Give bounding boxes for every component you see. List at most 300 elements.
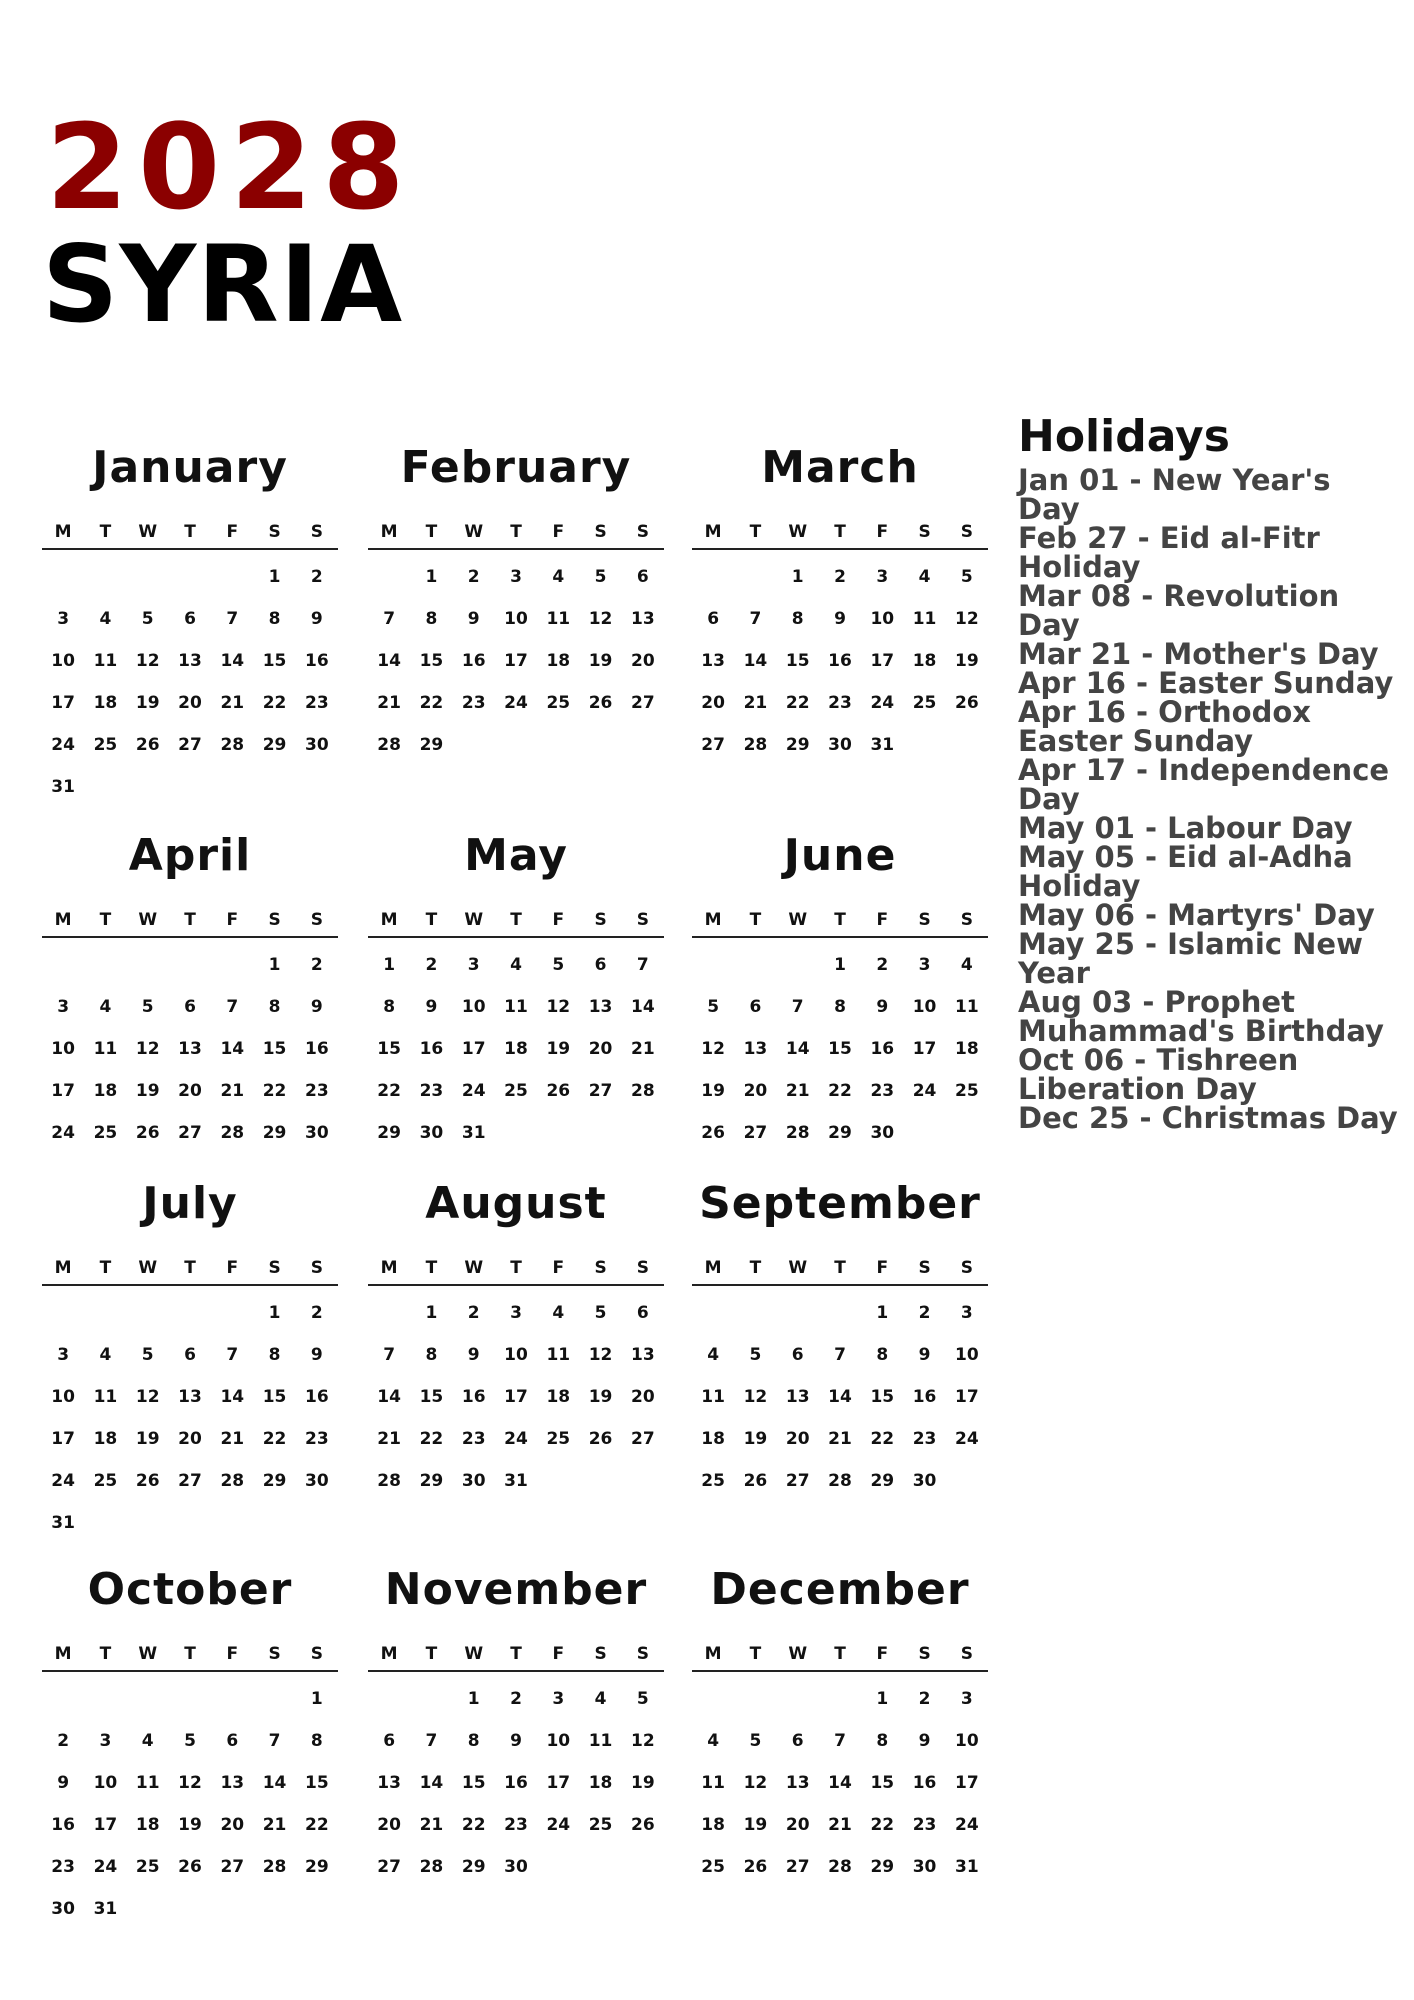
- day-cell: 30: [305, 735, 329, 755]
- day-cell: 30: [305, 1123, 329, 1143]
- day-cell: 13: [178, 1387, 202, 1407]
- day-cell: 3: [57, 997, 70, 1017]
- weekday-label: S: [960, 522, 973, 542]
- day-cell-empty: [169, 944, 211, 986]
- day-cell: 25: [504, 1081, 528, 1101]
- weekday-label: S: [310, 522, 323, 542]
- day-cell: 5: [707, 997, 720, 1017]
- day-cell: 3: [510, 567, 522, 587]
- weekday-header: [692, 1252, 988, 1286]
- day-cell: 27: [377, 1857, 401, 1877]
- day-cell: 13: [377, 1773, 401, 1793]
- weekday-label: T: [834, 910, 846, 930]
- day-cell: 31: [504, 1471, 528, 1491]
- day-cell: 26: [743, 1471, 768, 1491]
- month-name: January: [92, 442, 288, 493]
- day-cell: 16: [828, 651, 852, 671]
- day-cell: 27: [178, 1471, 202, 1491]
- day-cell-empty: [84, 1292, 126, 1334]
- day-cell: 19: [178, 1815, 202, 1835]
- month-calendar-july: [42, 1176, 338, 1556]
- day-cell: 11: [135, 1773, 160, 1793]
- month-calendar-march: [692, 440, 988, 820]
- day-cell: 8: [791, 609, 804, 629]
- day-cell: 5: [141, 1345, 154, 1365]
- day-cell: 18: [135, 1815, 160, 1835]
- day-cell: 24: [546, 1815, 571, 1835]
- weekday-label: T: [510, 522, 522, 542]
- weekday-label: T: [510, 910, 522, 930]
- day-cell: 23: [461, 693, 486, 713]
- weekday-header: [42, 516, 338, 550]
- month-name: June: [783, 830, 897, 881]
- day-cell: 31: [870, 735, 895, 755]
- day-cell: 18: [504, 1039, 528, 1059]
- day-cell: 3: [552, 1689, 565, 1709]
- day-cell: 31: [93, 1899, 118, 1919]
- day-cell: 11: [912, 609, 937, 629]
- day-cell: 27: [178, 1123, 202, 1143]
- day-cell: 17: [870, 651, 895, 671]
- day-cell: 2: [310, 1303, 323, 1323]
- day-cell: 14: [828, 1773, 852, 1793]
- day-cell: 8: [467, 1731, 480, 1751]
- day-cell: 22: [419, 693, 444, 713]
- day-cell: 10: [955, 1731, 979, 1751]
- weekday-label: T: [99, 1258, 112, 1278]
- weekday-label: S: [594, 1258, 607, 1278]
- day-grid: [368, 944, 664, 1154]
- day-cell: 22: [419, 1429, 444, 1449]
- month-name: October: [87, 1564, 293, 1615]
- weekday-label: W: [788, 1644, 808, 1664]
- day-cell: 10: [93, 1773, 118, 1793]
- day-cell: 25: [701, 1857, 725, 1877]
- day-cell: 9: [467, 1345, 480, 1365]
- day-cell: 1: [268, 1303, 281, 1323]
- day-cell: 4: [918, 567, 931, 587]
- day-cell: 5: [184, 1731, 196, 1751]
- holiday-item: Dec 25 - Christmas Day: [1018, 1101, 1398, 1135]
- weekday-label: T: [749, 522, 762, 542]
- day-cell: 3: [960, 1303, 973, 1323]
- month-name: February: [400, 442, 632, 493]
- day-grid: [692, 1678, 988, 1888]
- day-cell: 2: [510, 1689, 522, 1709]
- month-calendar-january: [42, 440, 338, 820]
- day-cell: 12: [743, 1773, 768, 1793]
- day-cell: 11: [546, 609, 571, 629]
- weekday-label: S: [636, 910, 649, 930]
- day-cell: 18: [955, 1039, 979, 1059]
- weekday-header: [368, 516, 664, 550]
- day-cell: 5: [141, 609, 154, 629]
- day-cell: 17: [461, 1039, 486, 1059]
- day-cell: 21: [220, 693, 245, 713]
- holiday-item: Apr 16 - Orthodox Easter Sunday: [1018, 695, 1311, 758]
- month-calendar-june: [692, 828, 988, 1208]
- weekday-label: S: [636, 1258, 649, 1278]
- weekday-label: M: [54, 1644, 72, 1664]
- day-cell: 29: [461, 1857, 486, 1877]
- day-cell: 20: [220, 1815, 245, 1835]
- day-cell: 22: [262, 693, 287, 713]
- day-cell: 8: [310, 1731, 323, 1751]
- day-cell: 16: [419, 1039, 444, 1059]
- day-cell: 8: [425, 609, 438, 629]
- day-cell: 19: [743, 1815, 768, 1835]
- weekday-label: F: [226, 1258, 239, 1278]
- day-cell-empty: [734, 556, 776, 598]
- day-cell: 21: [419, 1815, 444, 1835]
- day-cell: 6: [184, 1345, 196, 1365]
- day-cell: 22: [785, 693, 810, 713]
- day-cell-empty: [368, 1678, 410, 1720]
- day-cell: 26: [178, 1857, 202, 1877]
- day-cell: 16: [305, 1387, 329, 1407]
- weekday-label: T: [425, 1258, 438, 1278]
- day-cell: 13: [178, 1039, 202, 1059]
- day-cell: 29: [828, 1123, 852, 1143]
- day-cell-empty: [211, 1678, 253, 1720]
- day-cell: 20: [631, 651, 655, 671]
- day-cell: 7: [268, 1731, 281, 1751]
- month-calendar-november: [368, 1562, 664, 1942]
- day-cell: 25: [93, 735, 118, 755]
- day-cell: 8: [834, 997, 846, 1017]
- day-cell: 12: [546, 997, 571, 1017]
- day-cell: 26: [588, 693, 613, 713]
- day-cell: 14: [785, 1039, 810, 1059]
- day-cell: 23: [504, 1815, 528, 1835]
- weekday-label: T: [749, 910, 762, 930]
- day-cell: 22: [870, 1429, 895, 1449]
- weekday-header: [42, 904, 338, 938]
- day-cell: 7: [226, 997, 239, 1017]
- day-cell: 15: [262, 651, 287, 671]
- day-cell: 13: [785, 1773, 810, 1793]
- day-cell: 2: [918, 1689, 931, 1709]
- day-cell: 11: [701, 1387, 725, 1407]
- day-cell: 28: [220, 1471, 245, 1491]
- weekday-label: S: [310, 1258, 323, 1278]
- day-cell: 6: [749, 997, 762, 1017]
- weekday-header: [368, 1638, 664, 1672]
- day-cell: 1: [425, 567, 438, 587]
- day-cell: 4: [510, 955, 522, 975]
- day-cell-empty: [253, 1678, 295, 1720]
- day-cell: 7: [425, 1731, 438, 1751]
- weekday-label: S: [918, 910, 931, 930]
- day-cell: 3: [467, 955, 480, 975]
- weekday-label: T: [510, 1258, 522, 1278]
- day-cell: 25: [912, 693, 937, 713]
- day-cell: 24: [51, 735, 75, 755]
- day-cell: 16: [504, 1773, 528, 1793]
- day-cell: 23: [870, 1081, 895, 1101]
- day-cell: 15: [870, 1387, 895, 1407]
- holiday-item: May 05 - Eid al-Adha Holiday: [1018, 840, 1353, 903]
- day-cell: 16: [461, 1387, 486, 1407]
- weekday-label: T: [510, 1644, 522, 1664]
- day-cell: 4: [141, 1731, 154, 1751]
- day-cell: 19: [135, 693, 160, 713]
- weekday-header: [42, 1638, 338, 1672]
- weekday-header: [42, 1252, 338, 1286]
- day-cell: 22: [870, 1815, 895, 1835]
- day-cell: 27: [631, 1429, 655, 1449]
- weekday-label: F: [876, 1644, 889, 1664]
- day-cell: 16: [305, 1039, 329, 1059]
- weekday-label: S: [594, 910, 607, 930]
- day-cell: 25: [955, 1081, 979, 1101]
- day-cell-empty: [734, 1292, 776, 1334]
- day-cell: 15: [461, 1773, 486, 1793]
- day-cell: 12: [135, 651, 160, 671]
- holidays-title: Holidays: [1018, 411, 1230, 462]
- day-cell: 12: [955, 609, 979, 629]
- day-cell-empty: [692, 1678, 734, 1720]
- day-cell: 30: [461, 1471, 486, 1491]
- day-grid: [42, 944, 338, 1154]
- day-cell: 16: [51, 1815, 75, 1835]
- day-cell: 9: [918, 1345, 931, 1365]
- day-cell-empty: [169, 1292, 211, 1334]
- holiday-item: Oct 06 - Tishreen Liberation Day: [1018, 1043, 1299, 1106]
- day-cell: 17: [955, 1387, 979, 1407]
- weekday-label: M: [380, 522, 398, 542]
- day-cell: 18: [546, 651, 571, 671]
- day-cell: 10: [955, 1345, 979, 1365]
- day-cell: 6: [594, 955, 607, 975]
- weekday-label: S: [918, 522, 931, 542]
- day-cell: 11: [588, 1731, 613, 1751]
- weekday-label: S: [960, 1644, 973, 1664]
- year-title: 2028: [46, 98, 415, 236]
- weekday-label: T: [99, 522, 112, 542]
- day-cell: 12: [743, 1387, 768, 1407]
- day-cell-empty: [42, 1678, 84, 1720]
- weekday-label: W: [138, 1644, 158, 1664]
- day-cell: 25: [546, 1429, 571, 1449]
- day-cell: 13: [588, 997, 613, 1017]
- day-cell: 28: [262, 1857, 287, 1877]
- day-cell-empty: [819, 1678, 861, 1720]
- day-cell: 9: [310, 1345, 323, 1365]
- day-cell: 30: [912, 1857, 937, 1877]
- day-cell: 30: [305, 1471, 329, 1491]
- day-cell: 5: [552, 955, 565, 975]
- weekday-label: T: [425, 522, 438, 542]
- weekday-header: [692, 904, 988, 938]
- day-cell: 20: [785, 1815, 810, 1835]
- day-cell-empty: [692, 944, 734, 986]
- weekday-label: T: [184, 910, 196, 930]
- day-cell: 9: [310, 609, 323, 629]
- day-cell: 21: [377, 693, 401, 713]
- weekday-label: M: [704, 910, 722, 930]
- day-cell: 26: [631, 1815, 655, 1835]
- day-cell: 23: [912, 1815, 937, 1835]
- day-cell-empty: [42, 944, 84, 986]
- day-cell: 11: [93, 1387, 118, 1407]
- day-cell: 1: [467, 1689, 480, 1709]
- day-cell: 18: [701, 1429, 725, 1449]
- day-cell: 20: [631, 1387, 655, 1407]
- day-cell: 26: [588, 1429, 613, 1449]
- month-name: September: [699, 1178, 981, 1229]
- day-cell: 12: [178, 1773, 202, 1793]
- day-cell: 9: [876, 997, 889, 1017]
- day-cell-empty: [211, 1292, 253, 1334]
- weekday-label: S: [636, 1644, 649, 1664]
- day-cell: 13: [631, 609, 655, 629]
- day-cell: 17: [504, 651, 528, 671]
- day-cell: 27: [631, 693, 655, 713]
- weekday-label: T: [749, 1644, 762, 1664]
- day-cell-empty: [84, 944, 126, 986]
- day-cell: 23: [305, 1429, 329, 1449]
- weekday-label: F: [876, 522, 889, 542]
- day-cell: 19: [701, 1081, 725, 1101]
- day-cell: 2: [467, 1303, 480, 1323]
- day-cell: 8: [425, 1345, 438, 1365]
- weekday-label: M: [704, 1644, 722, 1664]
- day-cell: 12: [135, 1387, 160, 1407]
- day-cell: 8: [876, 1731, 889, 1751]
- day-cell: 10: [870, 609, 895, 629]
- holiday-item: Jan 01 - New Year's Day: [1018, 463, 1331, 526]
- day-cell: 25: [701, 1471, 725, 1491]
- country-title: SYRIA: [42, 223, 404, 346]
- day-cell: 28: [220, 735, 245, 755]
- day-cell: 28: [377, 1471, 401, 1491]
- day-cell: 8: [383, 997, 396, 1017]
- day-cell: 13: [220, 1773, 245, 1793]
- day-cell: 6: [636, 567, 649, 587]
- day-cell: 27: [785, 1857, 810, 1877]
- day-cell: 1: [310, 1689, 323, 1709]
- day-cell: 6: [636, 1303, 649, 1323]
- weekday-label: F: [226, 910, 239, 930]
- weekday-label: W: [464, 522, 484, 542]
- day-cell: 4: [594, 1689, 607, 1709]
- day-cell: 29: [419, 1471, 444, 1491]
- day-cell: 9: [57, 1773, 70, 1793]
- month-calendar-april: [42, 828, 338, 1208]
- month-name: May: [464, 830, 568, 881]
- day-cell: 21: [785, 1081, 810, 1101]
- day-cell-empty: [42, 1292, 84, 1334]
- weekday-label: T: [425, 1644, 438, 1664]
- day-cell: 13: [701, 651, 725, 671]
- weekday-label: S: [636, 522, 649, 542]
- day-cell: 3: [918, 955, 931, 975]
- day-cell: 21: [828, 1429, 852, 1449]
- weekday-label: S: [268, 1258, 281, 1278]
- day-cell: 16: [305, 651, 329, 671]
- day-cell-empty: [169, 1678, 211, 1720]
- day-cell: 15: [262, 1039, 287, 1059]
- day-cell: 2: [467, 567, 480, 587]
- holiday-item: May 06 - Martyrs' Day: [1018, 898, 1375, 932]
- day-cell: 26: [701, 1123, 725, 1143]
- day-cell: 4: [99, 997, 112, 1017]
- month-name: April: [128, 830, 252, 881]
- weekday-label: T: [749, 1258, 762, 1278]
- day-cell: 4: [960, 955, 973, 975]
- day-cell: 18: [93, 693, 118, 713]
- day-cell: 2: [310, 955, 323, 975]
- day-cell: 23: [305, 693, 329, 713]
- day-cell: 26: [135, 735, 160, 755]
- holiday-item: May 25 - Islamic New Year: [1018, 927, 1363, 990]
- day-cell: 23: [51, 1857, 75, 1877]
- day-cell: 10: [461, 997, 486, 1017]
- day-cell: 20: [178, 1429, 202, 1449]
- day-cell: 27: [701, 735, 725, 755]
- day-cell: 5: [749, 1731, 762, 1751]
- day-cell: 17: [51, 1081, 75, 1101]
- day-cell: 18: [546, 1387, 571, 1407]
- day-grid: [692, 1292, 988, 1502]
- weekday-label: S: [268, 1644, 281, 1664]
- day-cell-empty: [777, 1678, 819, 1720]
- day-cell: 14: [377, 1387, 401, 1407]
- day-cell-empty: [127, 1678, 169, 1720]
- month-calendar-may: [368, 828, 664, 1208]
- day-cell: 21: [631, 1039, 655, 1059]
- day-cell: 20: [178, 693, 202, 713]
- day-cell: 1: [268, 567, 281, 587]
- day-cell: 17: [504, 1387, 528, 1407]
- day-cell: 18: [912, 651, 937, 671]
- day-cell: 12: [135, 1039, 160, 1059]
- day-cell: 29: [785, 735, 810, 755]
- day-cell: 28: [419, 1857, 444, 1877]
- day-cell: 19: [955, 651, 979, 671]
- day-cell: 7: [383, 1345, 396, 1365]
- holiday-item: May 01 - Labour Day: [1018, 811, 1353, 845]
- weekday-label: W: [464, 1258, 484, 1278]
- day-cell: 5: [636, 1689, 649, 1709]
- weekday-label: M: [54, 522, 72, 542]
- month-name: December: [710, 1564, 970, 1615]
- weekday-label: T: [99, 910, 112, 930]
- day-cell: 30: [828, 735, 852, 755]
- day-cell: 10: [51, 1039, 75, 1059]
- holiday-item: Apr 16 - Easter Sunday: [1018, 666, 1394, 700]
- day-cell: 23: [305, 1081, 329, 1101]
- day-cell-empty: [211, 944, 253, 986]
- day-cell: 30: [870, 1123, 895, 1143]
- weekday-label: F: [552, 1258, 565, 1278]
- day-cell-empty: [692, 556, 734, 598]
- day-cell: 31: [51, 777, 75, 797]
- day-cell: 19: [546, 1039, 571, 1059]
- day-cell: 11: [701, 1773, 725, 1793]
- day-cell: 6: [184, 997, 196, 1017]
- day-cell: 20: [785, 1429, 810, 1449]
- day-cell: 4: [99, 1345, 112, 1365]
- day-cell: 30: [419, 1123, 444, 1143]
- day-cell-empty: [734, 944, 776, 986]
- day-cell: 3: [960, 1689, 973, 1709]
- day-cell: 4: [552, 1303, 565, 1323]
- day-cell-empty: [734, 1678, 776, 1720]
- day-cell: 14: [828, 1387, 852, 1407]
- day-cell: 31: [51, 1513, 75, 1533]
